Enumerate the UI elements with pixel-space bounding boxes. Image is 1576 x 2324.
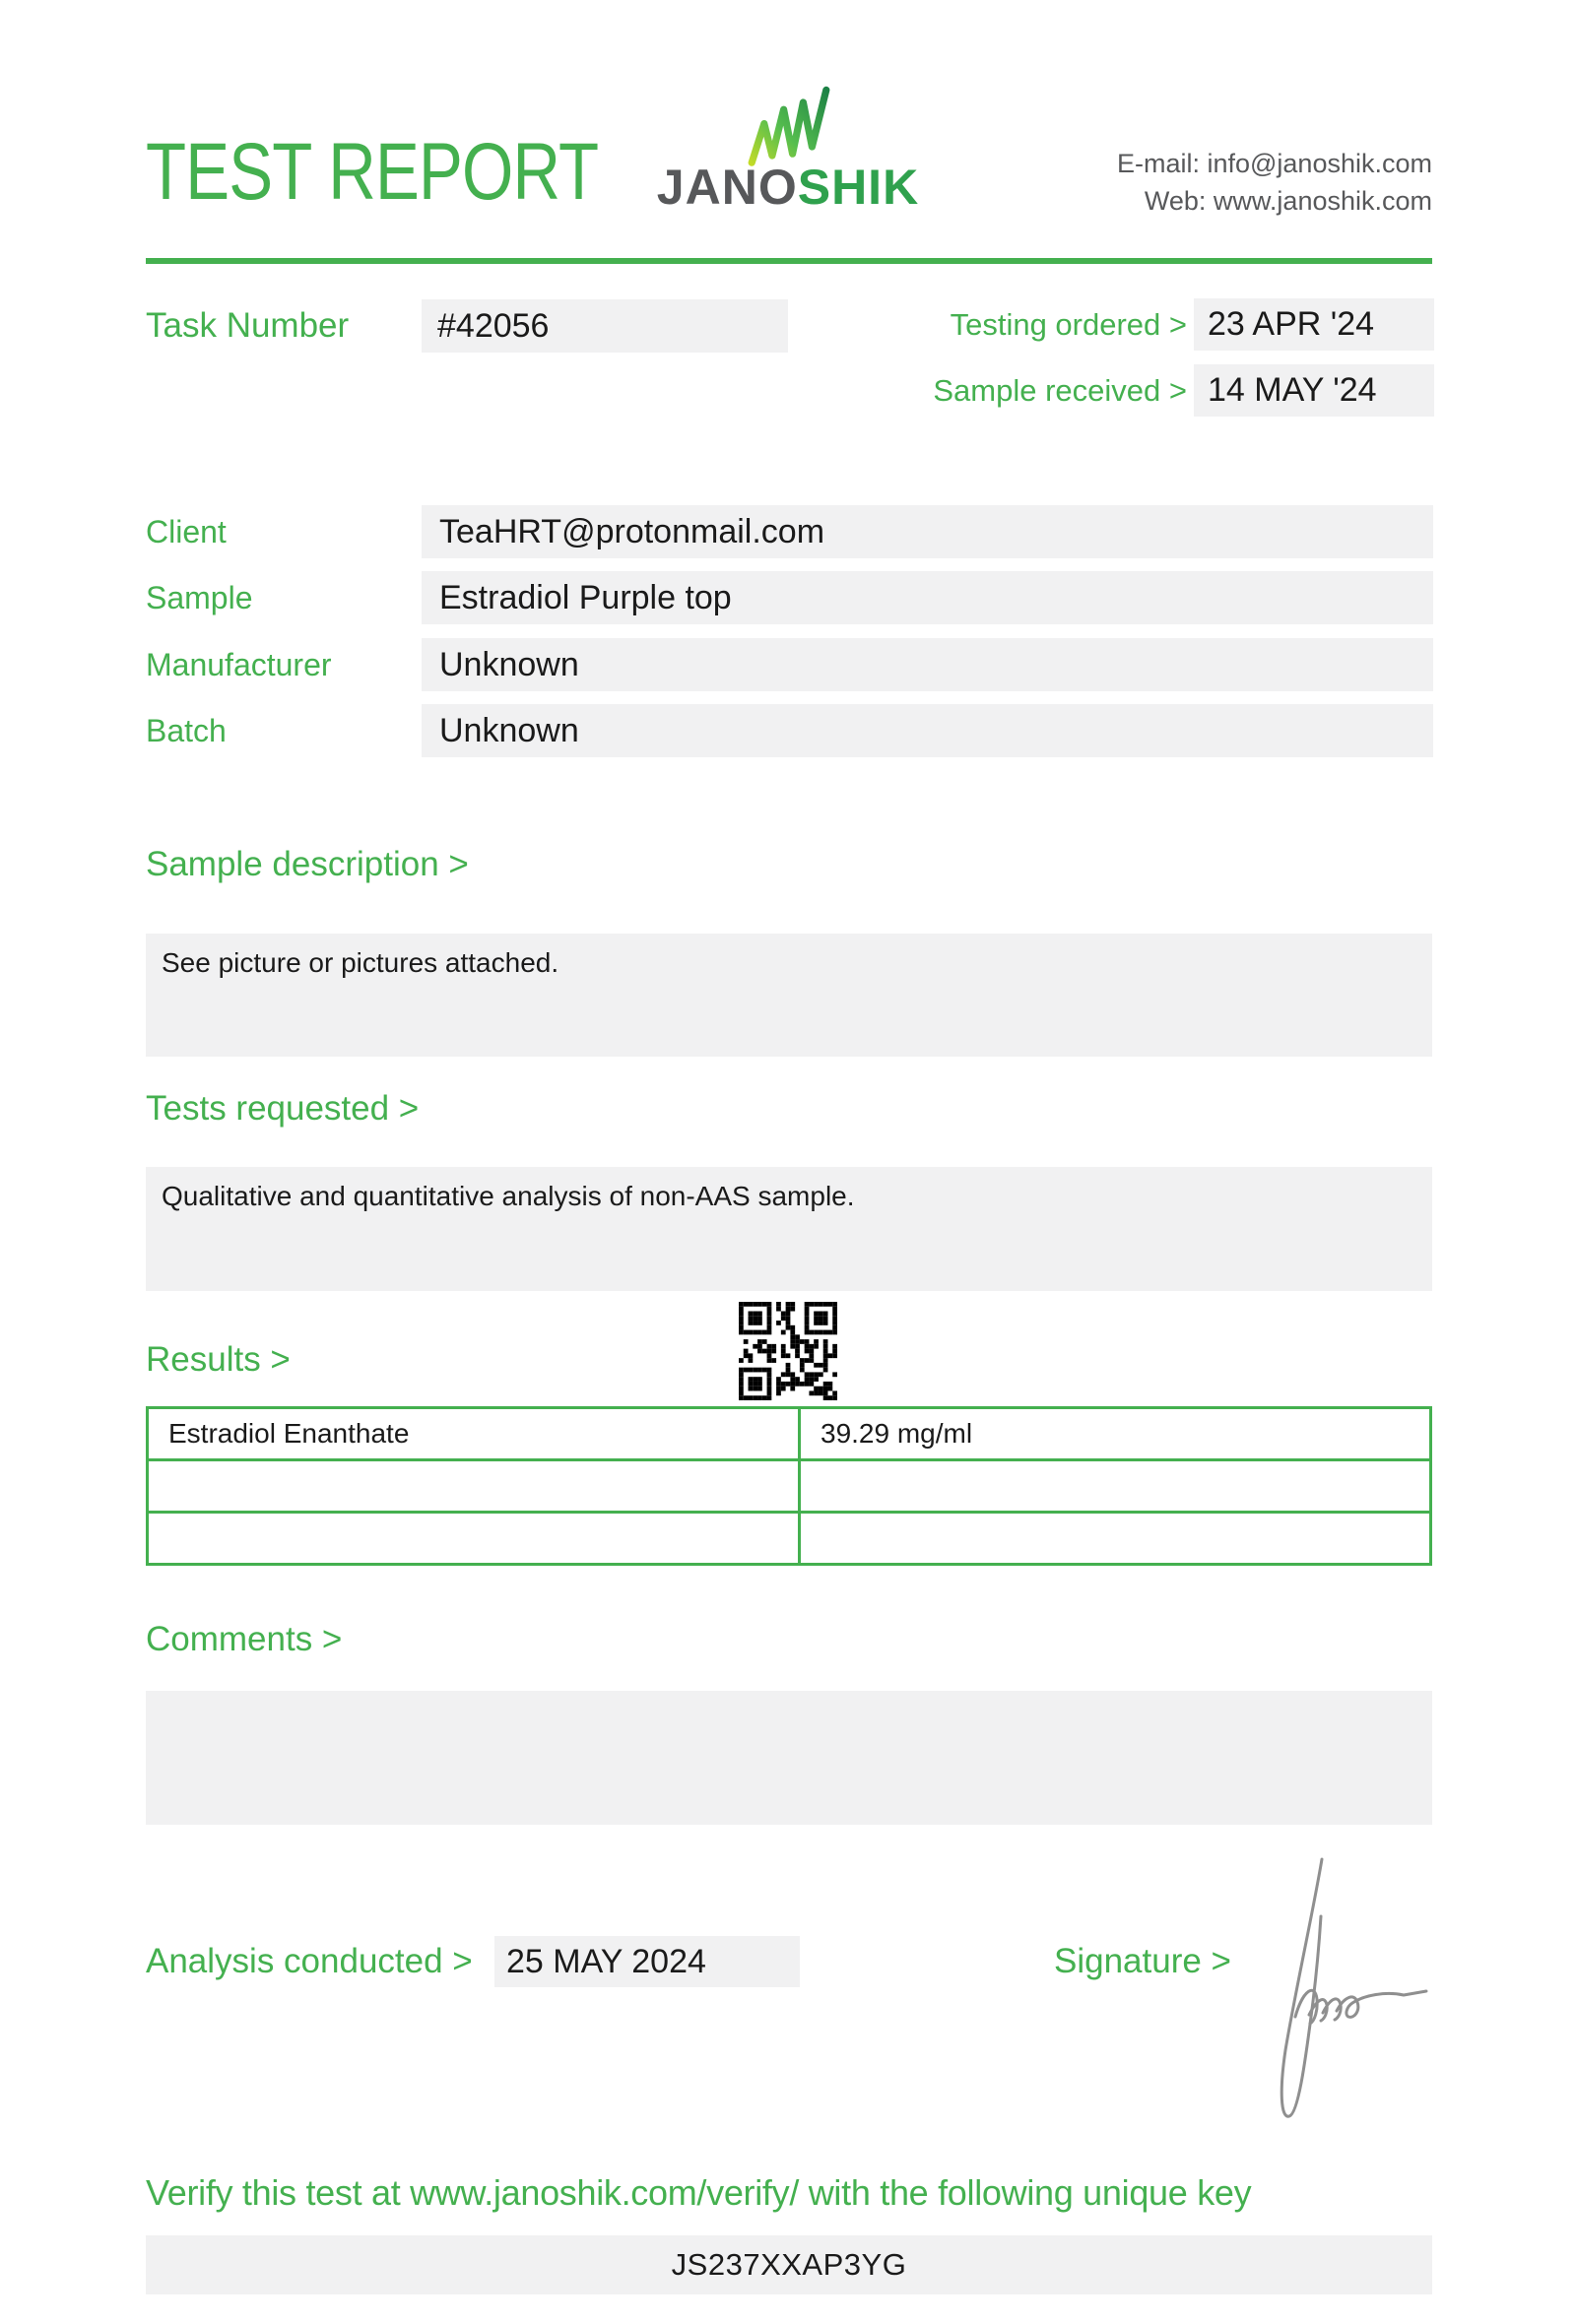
qr-code [739,1302,837,1400]
analysis-conducted-label: Analysis conducted > [146,1942,473,1980]
sample-label: Sample [146,580,253,615]
tests-requested-heading: Tests requested > [146,1089,420,1128]
comments-box [146,1691,1432,1825]
client-label: Client [146,514,227,549]
verify-instruction: Verify this test at www.janoshik.com/verify/ with the following unique key [146,2172,1252,2213]
results-table [146,1406,1432,1566]
contact-email: E-mail: info@janoshik.com [1116,149,1432,178]
results-heading: Results > [146,1340,291,1379]
sample-value: Estradiol Purple top [422,571,1433,624]
analysis-conducted-date: 25 MAY 2024 [494,1936,800,1987]
batch-label: Batch [146,713,227,748]
unique-key-value: JS237XXAP3YG [146,2235,1432,2294]
header-divider [146,258,1432,264]
result-analyte-cell [148,1513,800,1565]
table-row [148,1408,1431,1460]
contact-info [1117,145,1432,220]
sample-description-box [146,934,1432,1057]
testing-ordered-date: 23 APR '24 [1194,298,1434,351]
tests-requested-box [146,1167,1432,1291]
brand-wordmark-primary: JANO [656,160,798,215]
table-row [148,1513,1431,1565]
result-value-cell [800,1513,1431,1565]
contact-web: Web: www.janoshik.com [1144,186,1432,216]
result-analyte-cell [148,1460,800,1513]
comments-heading: Comments > [146,1620,343,1658]
result-value-cell: 39.29 mg/ml [800,1408,1431,1460]
task-number-value: #42056 [422,299,788,353]
batch-value: Unknown [422,704,1433,757]
testing-ordered-label: Testing ordered > [950,307,1187,342]
page-title: TEST REPORT [146,127,599,217]
manufacturer-label: Manufacturer [146,647,332,682]
manufacturer-value: Unknown [422,638,1433,691]
tests-requested-text: Qualitative and quantitative analysis of non-AAS sample. [162,1181,855,1211]
signature-scribble [1266,1851,1438,2142]
signature-label: Signature > [1054,1942,1231,1980]
sample-received-label: Sample received > [933,373,1187,408]
sample-received-date: 14 MAY '24 [1194,364,1434,417]
result-analyte-cell: Estradiol Enanthate [148,1408,800,1460]
task-number-label: Task Number [146,306,350,345]
table-row [148,1460,1431,1513]
sample-description-text: See picture or pictures attached. [162,947,559,978]
result-value-cell [800,1460,1431,1513]
brand-wordmark-secondary: SHIK [797,160,920,215]
client-value: TeaHRT@protonmail.com [422,505,1433,558]
sample-description-heading: Sample description > [146,845,469,883]
